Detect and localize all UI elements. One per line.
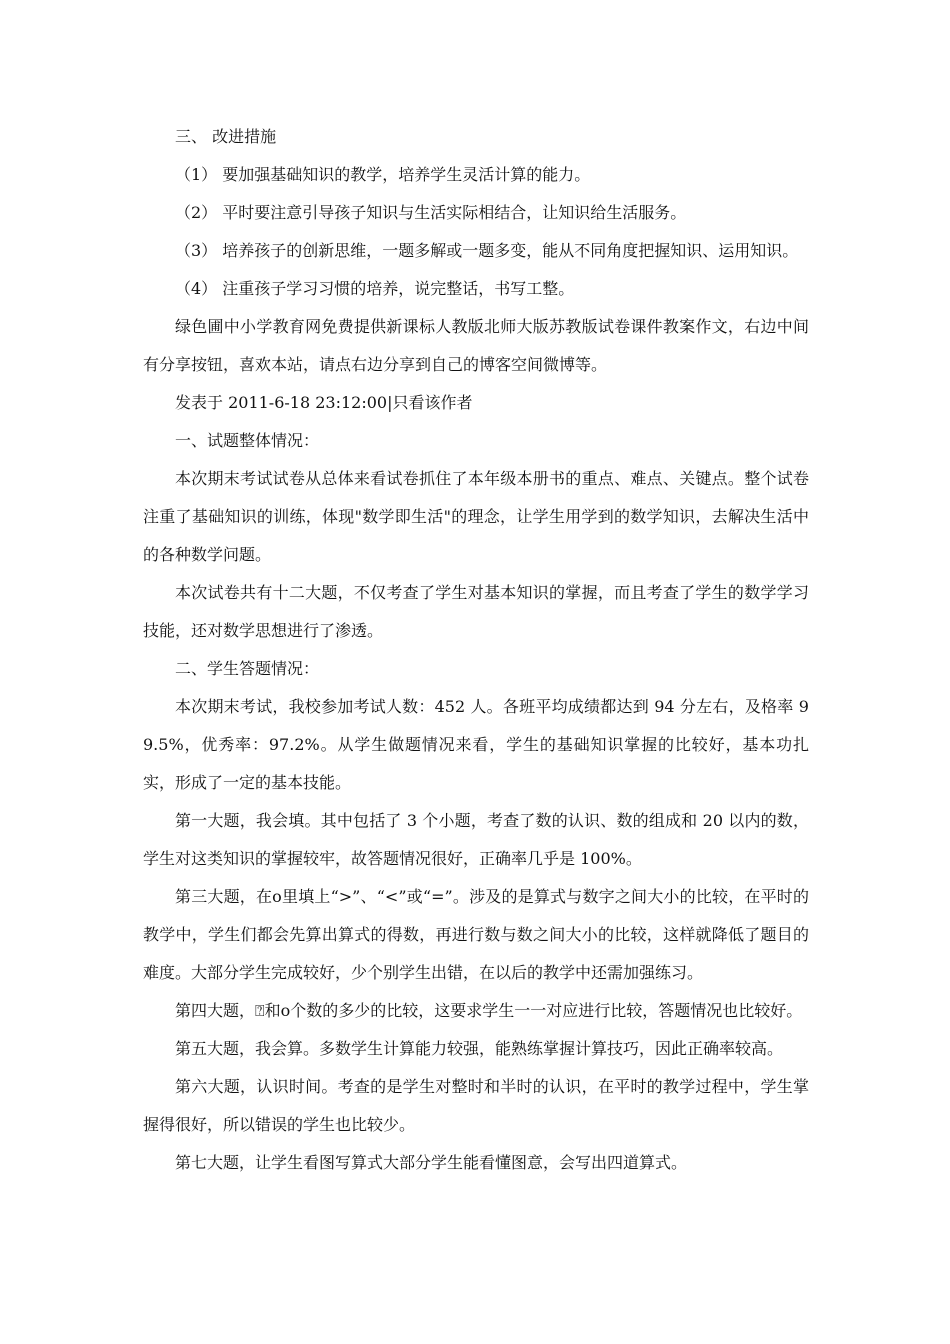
body-paragraph: 本次期末考试，我校参加考试人数：452 人。各班平均成绩都达到 94 分左右，及格率 99.5%，优秀率：97.2%。从学生做题情况来看，学生的基础知识掌握的比较好，基本功扎实，形成了一定的基本技能。 [143, 697, 809, 792]
body-paragraph: 第一大题，我会填。其中包括了 3 个小题，考查了数的认识、数的组成和 20 以内的数，学生对这类知识的掌握较牢，故答题情况很好，正确率几乎是 100%。 [143, 811, 809, 868]
body-paragraph: 第七大题，让学生看图写算式大部分学生能看懂图意，会写出四道算式。 [175, 1153, 688, 1172]
measure-item-4: （4） 注重孩子学习习惯的培养，说完整话，书写工整。 [175, 279, 575, 298]
body-paragraph: 第四大题，⍰和o个数的多少的比较，这要求学生一一对应进行比较，答题情况也比较好。 [175, 1001, 803, 1020]
section-heading-answers: 二、学生答题情况： [175, 659, 320, 678]
post-meta: 发表于 2011-6-18 23:12:00|只看该作者 [175, 393, 473, 412]
section-heading-improvements: 三、 改进措施 [175, 127, 277, 146]
body-paragraph: 第六大题，认识时间。考查的是学生对整时和半时的认识，在平时的教学过程中，学生掌握得很好，所以错误的学生也比较少。 [143, 1077, 809, 1134]
site-notice: 绿色圃中小学教育网免费提供新课标人教版北师大版苏教版试卷课件教案作文，右边中间有分享按钮，喜欢本站，请点右边分享到自己的博客空间微博等。 [143, 317, 809, 374]
section-heading-overall: 一、试题整体情况： [175, 431, 320, 450]
body-paragraph: 本次期末考试试卷从总体来看试卷抓住了本年级本册书的重点、难点、关键点。整个试卷注重了基础知识的训练，体现"数学即生活"的理念，让学生用学到的数学知识，去解决生活中的各种数学问题。 [143, 469, 809, 564]
measure-item-3: （3） 培养孩子的创新思维，一题多解或一题多变，能从不同角度把握知识、运用知识。 [175, 241, 799, 260]
body-paragraph: 第五大题，我会算。多数学生计算能力较强，能熟练掌握计算技巧，因此正确率较高。 [175, 1039, 784, 1058]
body-paragraph: 本次试卷共有十二大题，不仅考查了学生对基本知识的掌握，而且考查了学生的数学学习技能，还对数学思想进行了渗透。 [143, 583, 809, 640]
document-body [143, 118, 809, 1182]
body-paragraph: 第三大题，在o里填上“>”、“<”或“=”。涉及的是算式与数字之间大小的比较，在平时的教学中，学生们都会先算出算式的得数，再进行数与数之间大小的比较，这样就降低了题目的难度。大部分学生完成较好，少个别学生出错，在以后的教学中还需加强练习。 [143, 887, 809, 982]
measure-item-2: （2） 平时要注意引导孩子知识与生活实际相结合，让知识给生活服务。 [175, 203, 687, 222]
measure-item-1: （1） 要加强基础知识的教学，培养学生灵活计算的能力。 [175, 165, 591, 184]
